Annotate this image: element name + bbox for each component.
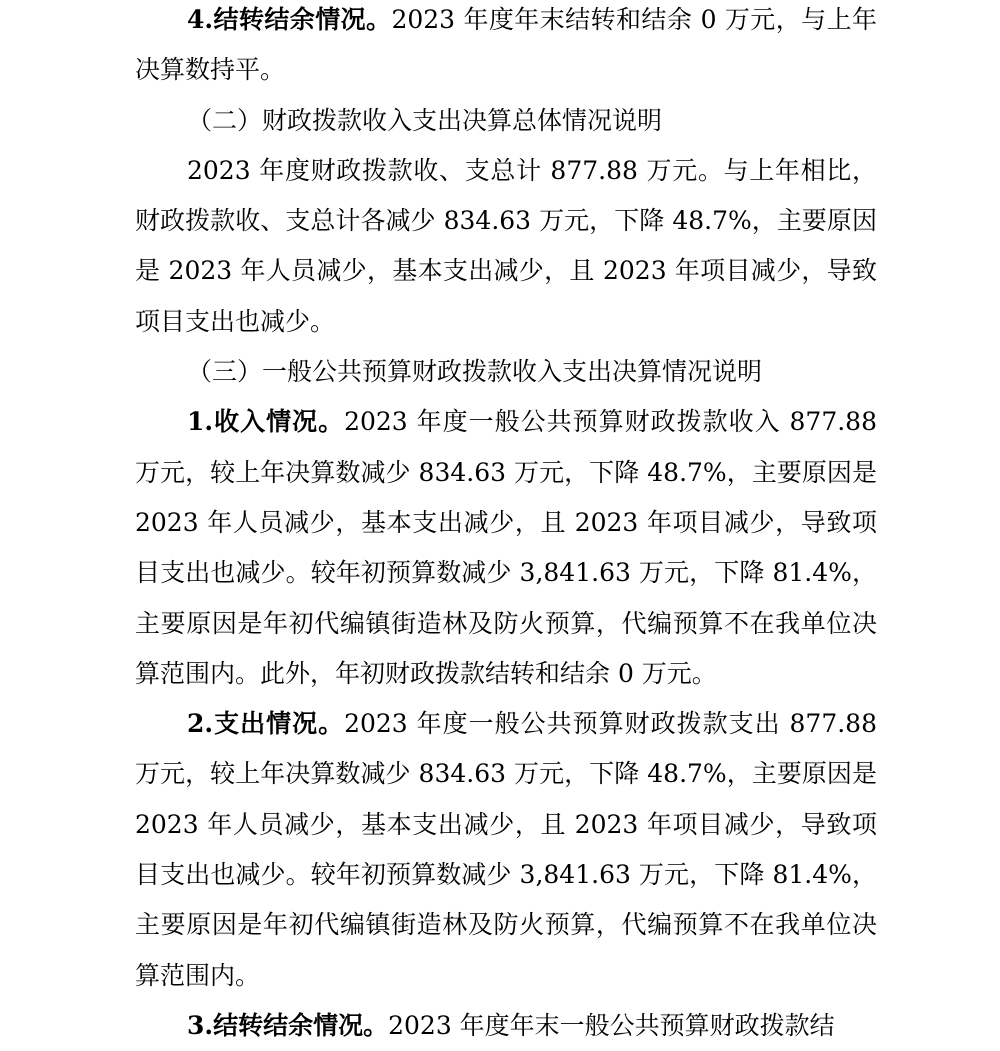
paragraph-income xyxy=(135,397,877,699)
paragraph-fiscal-overview xyxy=(135,146,877,347)
document-page xyxy=(135,0,877,1051)
paragraph-text: 2023 年度财政拨款收、支总计 877.88 万元。与上年相比，财政拨款收、支总计各减少 834.63 万元，下降 48.7%，主要原因是 2023 年人员减少，基本支出减少，且 2023 年项目减少，导致项目支出也减少。 xyxy=(135,155,877,336)
paragraph-lead: 1.收入情况。 xyxy=(187,407,345,437)
paragraph-text: 2023 年度年末一般公共预算财政拨款结 xyxy=(388,1010,835,1040)
paragraph-lead: 4.结转结余情况。 xyxy=(187,5,392,34)
paragraph-carryover-balance xyxy=(135,0,877,96)
paragraph-text: 2023 年度一般公共预算财政拨款收入 877.88 万元，较上年决算数减少 834.63 万元，下降 48.7%，主要原因是 2023 年人员减少，基本支出减少，且 2023 年项目减少，导致项目支出也减少。较年初预算数减少 3,841.63 万元，下降 81.4%，主要原因是年初代编镇街造林及防火预算，代编预算不在我单位决算范围内。此外，年初财政拨款结转和结余 0 万元。 xyxy=(135,407,877,688)
section-heading-fiscal-overview: （二）财政拨款收入支出决算总体情况说明 xyxy=(187,105,663,135)
paragraph-text: 2023 年度年末结转和结余 0 万元，与上年决算数持平。 xyxy=(135,5,877,85)
paragraph-lead: 2.支出情况。 xyxy=(187,709,345,739)
section-heading-general-budget: （三）一般公共预算财政拨款收入支出决算情况说明 xyxy=(187,357,763,387)
paragraph-text: 2023 年度一般公共预算财政拨款支出 877.88 万元，较上年决算数减少 834.63 万元，下降 48.7%，主要原因是 2023 年人员减少，基本支出减少，且 2023 年项目减少，导致项目支出也减少。较年初预算数减少 3,841.63 万元，下降 81.4%，主要原因是年初代编镇街造林及防火预算，代编预算不在我单位决算范围内。 xyxy=(135,709,877,990)
paragraph-general-carryover xyxy=(135,1001,877,1051)
paragraph-lead: 3.结转结余情况。 xyxy=(187,1010,389,1040)
paragraph-expenditure xyxy=(135,699,877,1001)
